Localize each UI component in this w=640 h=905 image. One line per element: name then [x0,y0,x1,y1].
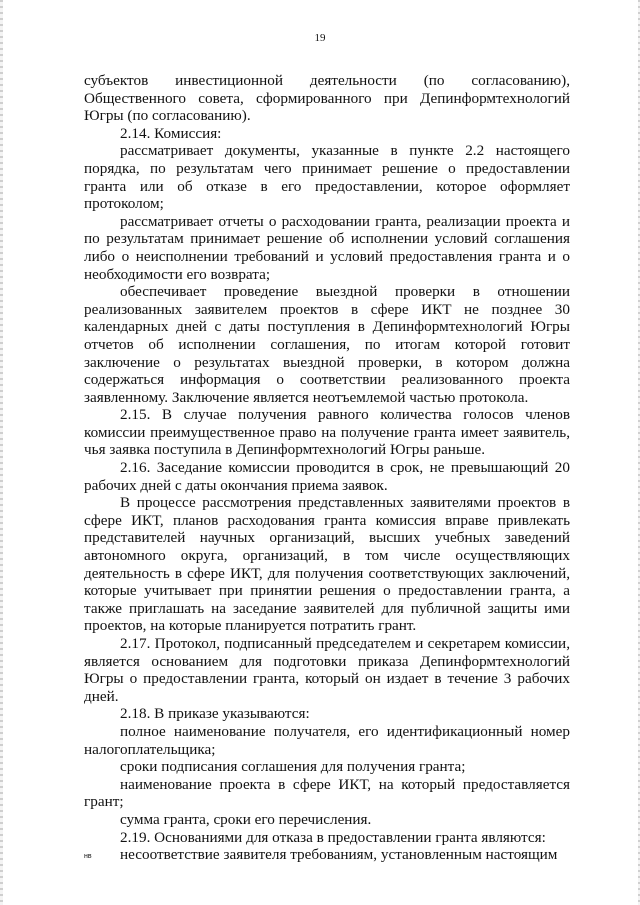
paragraph-2-16: 2.16. Заседание комиссии проводится в срок, не превышающий 20 рабочих дней с даты окончания приема заявок. [84,459,570,494]
list-item-grant-amount: сумма гранта, сроки его перечисления. [120,810,372,828]
paragraph-continuation: субъектов инвестиционной деятельности (по согласованию), Общественного совета, сформированного при Депинформтехнологий Югры (по согласованию). [84,72,570,125]
list-item-nonconformity: несоответствие заявителя требованиям, установленным настоящим [120,846,558,864]
paragraph-commission-reviews-documents: рассматривает документы, указанные в пункте 2.2 настоящего порядка, по результатам чего принимает решение о предоставлении гранта или об отказе в его предоставлении, которое оформляет протоколом; [84,142,570,213]
paragraph-2-15: 2.15. В случае получения равного количества голосов членов комиссии преимущественное право на получение гранта имеет заявитель, чья заявка поступила в Депинформтехнологий Югры раньше. [84,406,570,459]
paragraph-2-14-heading: 2.14. Комиссия: [120,124,222,142]
page-number: 19 [314,32,326,44]
footer-initials: нв [84,853,92,860]
list-item-project-name: наименование проекта в сфере ИКТ, на который предоставляется грант; [84,775,570,811]
paragraph-commission-field-inspection: обеспечивает проведение выездной проверки в отношении реализованных заявителем проектов в сфере ИКТ не позднее 30 календарных дней с даты поступления в Депинформтехнологий Югры отчетов об исполнении соглашения, по итогам которой готовит заключение о результатах выездной проверки, в котором должна содержаться информация о соответствии реализованного проекта заявленному. Заключение является неотъемлемой частью протокола. [84,283,570,406]
list-item-signing-terms: сроки подписания соглашения для получения гранта; [120,758,466,776]
paragraph-2-18-heading: 2.18. В приказе указываются: [120,705,310,723]
paragraph-2-19-heading: 2.19. Основаниями для отказа в предоставлении гранта являются: [120,828,546,846]
document-body [84,72,570,864]
list-item-recipient-name: полное наименование получателя, его идентификационный номер налогоплательщика; [84,722,570,758]
paragraph-commission-reviews-reports: рассматривает отчеты о расходовании гранта, реализации проекта и по результатам принимает решение об исполнении условий соглашения либо о неисполнении требований и условий предоставления гранта и о необходимости его возврата; [84,212,570,283]
scan-edge-left [0,0,3,905]
paragraph-2-17: 2.17. Протокол, подписанный председателем и секретарем комиссии, является основанием для подготовки приказа Депинформтехнологий Югры о предоставлении гранта, который он издает в течение 3 рабочих дней. [84,635,570,705]
paragraph-review-process: В процессе рассмотрения представленных заявителями проектов в сфере ИКТ, планов расходования гранта комиссия вправе привлекать представителей научных организаций, высших учебных заведений автономного округа, организаций, в том числе осуществляющих деятельность в сфере ИКТ, для получения соответствующих заключений, которые учитывает при принятии решения о предоставлении гранта, а также приглашать на заседание заявителей для публичной защиты ими проектов, на которые планируется потратить грант. [84,494,570,635]
